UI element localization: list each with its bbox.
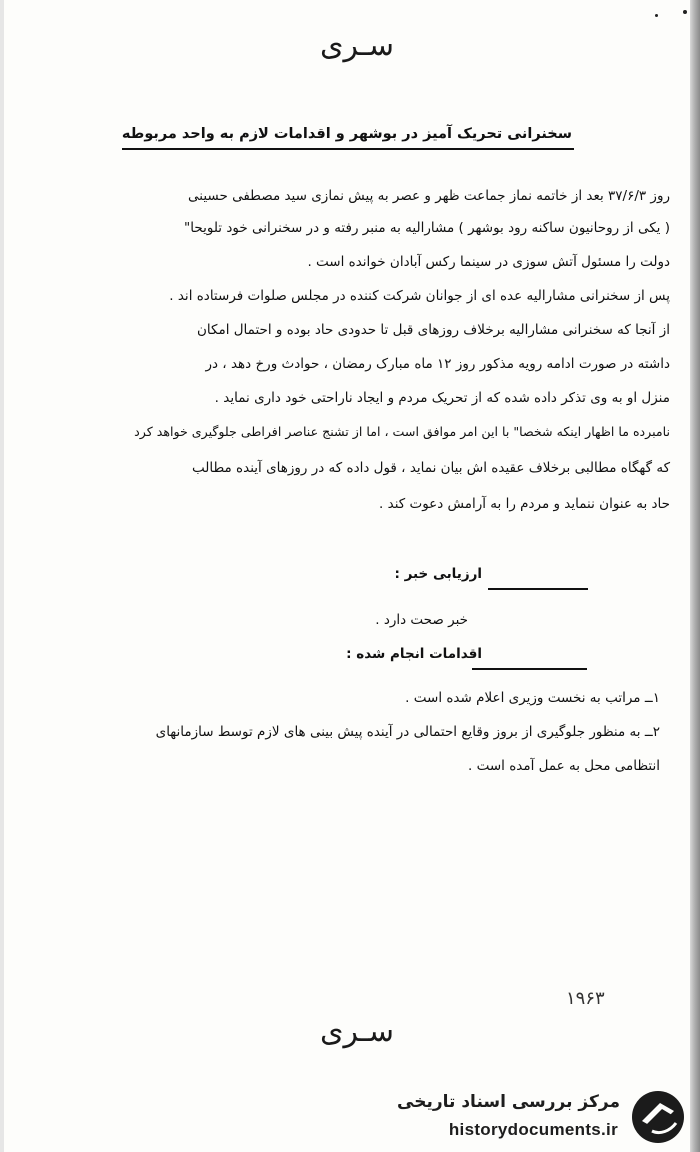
action-item: ۱ــ مراتب به نخست وزیری اعلام شده است . (405, 690, 660, 706)
actions-underline (472, 668, 587, 670)
action-item: ۲ــ به منظور جلوگیری از بروز وقایع احتمالی در آینده پیش بینی های لازم توسط سازمانهای (155, 724, 660, 740)
body-line: روز ۳۷/۶/۳ بعد از خاتمه نماز جماعت ظهر و عصر به پیش نمازی سید مصطفی حسینی (188, 188, 670, 204)
body-line: که گهگاه مطالبی برخلاف عقیده اش بیان نماید ، قول داده که در روزهای آینده مطالب (191, 460, 670, 476)
assessment-underline (488, 588, 588, 590)
scan-edge-right (690, 0, 700, 1152)
classification-mark-top: سـری (320, 28, 394, 63)
body-line: پس از سخنرانی مشارالیه عده ای از جوانان شرکت کننده در مجلس صلوات فرستاده اند . (169, 288, 670, 304)
assessment-value: خبر صحت دارد . (375, 612, 468, 628)
actions-label: اقدامات انجام شده : (346, 646, 482, 662)
classification-mark-bottom: سـری (320, 1014, 394, 1049)
body-line: از آنجا که سخنرانی مشارالیه برخلاف روزهای قبل تا حدودی حاد بوده و احتمال امکان (196, 322, 670, 338)
action-item: انتظامی محل به عمل آمده است . (468, 758, 660, 774)
scan-speck (683, 10, 687, 14)
archive-logo-icon (630, 1089, 686, 1145)
scan-edge-left (0, 0, 4, 1152)
body-line: نامبرده ما اظهار اینکه شخصا" با این امر موافق است ، اما از تشنج عناصر افراطی جلوگیری خواهد کرد (134, 424, 670, 439)
body-line: داشته در صورت ادامه رویه مذکور روز ۱۲ ماه مبارک رمضان ، حوادث ورخ دهد ، در (205, 356, 670, 372)
footer-title: مرکز بررسی اسناد تاریخی (397, 1092, 620, 1112)
assessment-label: ارزیابی خبر : (394, 566, 482, 582)
subject-underline (122, 148, 574, 150)
body-line: ( یکی از روحانیون ساکنه رود بوشهر ) مشارالیه به منبر رفته و در سخنرانی خود تلویحا" (184, 220, 670, 236)
page-number: ۱۹۶۳ (566, 988, 605, 1009)
body-line: دولت را مسئول آتش سوزی در سینما رکس آبادان خوانده است . (307, 254, 670, 270)
body-line: حاد به عنوان ننماید و مردم را به آرامش دعوت کند . (379, 496, 670, 512)
scan-speck (655, 14, 658, 17)
body-line: منزل او به وی تذکر داده شده که از تحریک مردم و ایجاد ناراحتی خود داری نماید . (214, 390, 670, 406)
footer-url[interactable]: historydocuments.ir (448, 1120, 618, 1139)
document-subject: سخنرانی تحریک آمیز در بوشهر و اقدامات لازم به واحد مربوطه (121, 126, 572, 142)
